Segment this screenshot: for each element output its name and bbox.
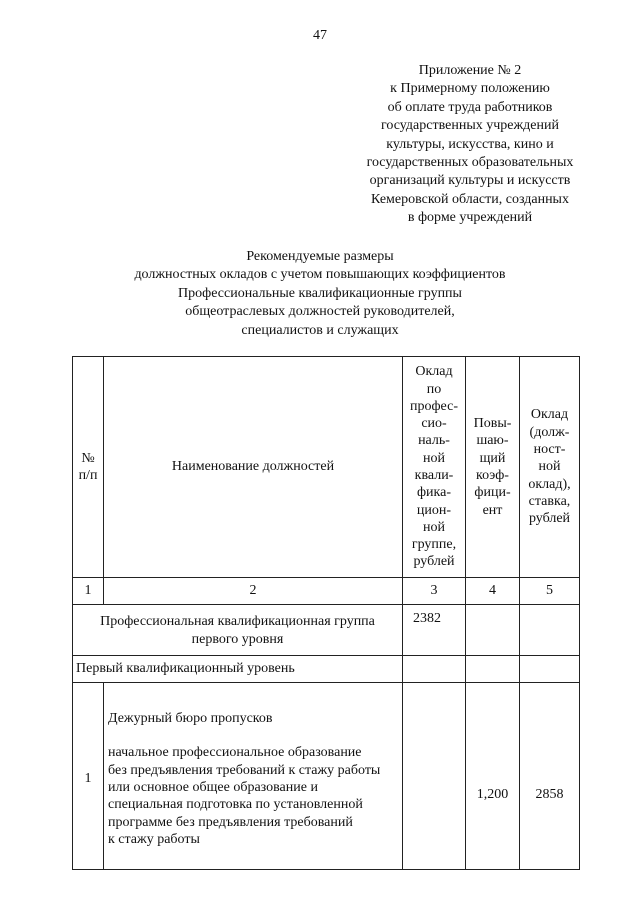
- header-group-salary-cell: [403, 357, 466, 578]
- header-text: (долж-: [529, 424, 570, 440]
- header-text: ной: [538, 459, 561, 475]
- header-number-cell: [73, 357, 104, 578]
- position-description: [104, 683, 403, 870]
- qualification-level-title: Первый квалификационный уровень: [73, 656, 403, 683]
- header-text: фици-: [474, 485, 511, 501]
- header-text: фика-: [416, 485, 452, 501]
- position-coefficient: 1,200: [466, 683, 520, 870]
- document-heading: [60, 248, 580, 340]
- position-title: Дежурный бюро пропусков: [108, 710, 273, 726]
- header-text: по: [426, 381, 442, 397]
- group-base-salary: 2382: [403, 605, 466, 656]
- qualification-group-row: [73, 605, 580, 656]
- salary-table: [72, 356, 580, 870]
- header-text: квали-: [414, 468, 454, 483]
- requirement-line: программе без предъявления требований: [108, 814, 353, 830]
- header-text: ент: [482, 502, 503, 518]
- empty-cell: [466, 605, 520, 656]
- header-text: ной: [423, 450, 445, 466]
- heading-line: Профессиональные квалификационные группы: [178, 285, 462, 301]
- appendix-line: Кемеровской области, созданных: [371, 191, 569, 207]
- header-text: п/п: [78, 468, 98, 483]
- header-text: профес-: [409, 398, 458, 414]
- empty-cell: [520, 656, 580, 683]
- spacer: [108, 727, 398, 744]
- empty-cell: [403, 656, 466, 683]
- requirement-line: начальное профессиональное образование: [108, 745, 362, 761]
- requirement-line: специальная подготовка по установленной: [108, 797, 363, 813]
- column-number: 1: [73, 578, 104, 605]
- table-header-row: [73, 357, 580, 578]
- qualification-level-row: [73, 656, 580, 683]
- column-number-row: [73, 578, 580, 605]
- header-text: щий: [479, 450, 506, 466]
- appendix-line: Приложение № 2: [418, 63, 522, 78]
- empty-cell: [466, 656, 520, 683]
- appendix-line: государственных учреждений: [381, 118, 559, 134]
- header-text: цион-: [416, 502, 452, 518]
- header-text: ност-: [533, 442, 566, 458]
- header-text: рублей: [528, 511, 571, 527]
- header-text: ставка,: [528, 493, 571, 509]
- qualification-group-title: [73, 605, 403, 656]
- appendix-line: организаций культуры и искусств: [369, 173, 571, 189]
- requirement-line: к стажу работы: [108, 831, 200, 847]
- appendix-note: [340, 62, 600, 228]
- appendix-line: в форме учреждений: [407, 210, 533, 226]
- column-number: 2: [104, 578, 403, 605]
- header-text: Оклад: [530, 407, 569, 423]
- header-text: рублей: [413, 554, 455, 570]
- heading-line: должностных окладов с учетом повышающих коэффициентов: [134, 267, 506, 283]
- position-row: [73, 683, 580, 870]
- heading-line: специалистов и служащих: [241, 322, 399, 338]
- appendix-line: государственных образовательных: [366, 155, 574, 171]
- header-text: шаю-: [476, 433, 509, 449]
- position-salary: 2858: [520, 683, 580, 870]
- header-text: наль-: [418, 433, 450, 449]
- header-salary-cell: [520, 357, 580, 578]
- header-text: №: [81, 450, 95, 466]
- header-text: Оклад: [415, 364, 453, 380]
- header-text: оклад),: [528, 476, 571, 492]
- header-coefficient-cell: [466, 357, 520, 578]
- requirement-line: или основное общее образование и: [108, 780, 318, 795]
- column-number: 3: [403, 578, 466, 605]
- empty-cell: [520, 605, 580, 656]
- position-number: 1: [73, 683, 104, 870]
- heading-line: общеотраслевых должностей руководителей,: [185, 304, 455, 320]
- header-text: ной: [423, 519, 445, 535]
- header-text: сио-: [421, 416, 447, 432]
- header-text: группе,: [411, 537, 457, 553]
- requirement-line: без предъявления требований к стажу работы: [108, 762, 381, 778]
- header-text: Повы-: [473, 416, 512, 432]
- group-title-line: Профессиональная квалификационная группа: [100, 614, 375, 629]
- empty-cell: [403, 683, 466, 870]
- header-text: коэф-: [476, 468, 509, 483]
- appendix-line: культуры, искусства, кино и: [386, 136, 554, 152]
- column-number: 4: [466, 578, 520, 605]
- page-number: 47: [313, 28, 327, 43]
- group-title-line: первого уровня: [191, 632, 284, 647]
- header-position-name-cell: Наименование должностей: [104, 357, 403, 578]
- appendix-line: к Примерному положению: [390, 81, 550, 97]
- column-number: 5: [520, 578, 580, 605]
- appendix-line: об оплате труда работников: [387, 99, 553, 115]
- heading-line: Рекомендуемые размеры: [246, 249, 394, 264]
